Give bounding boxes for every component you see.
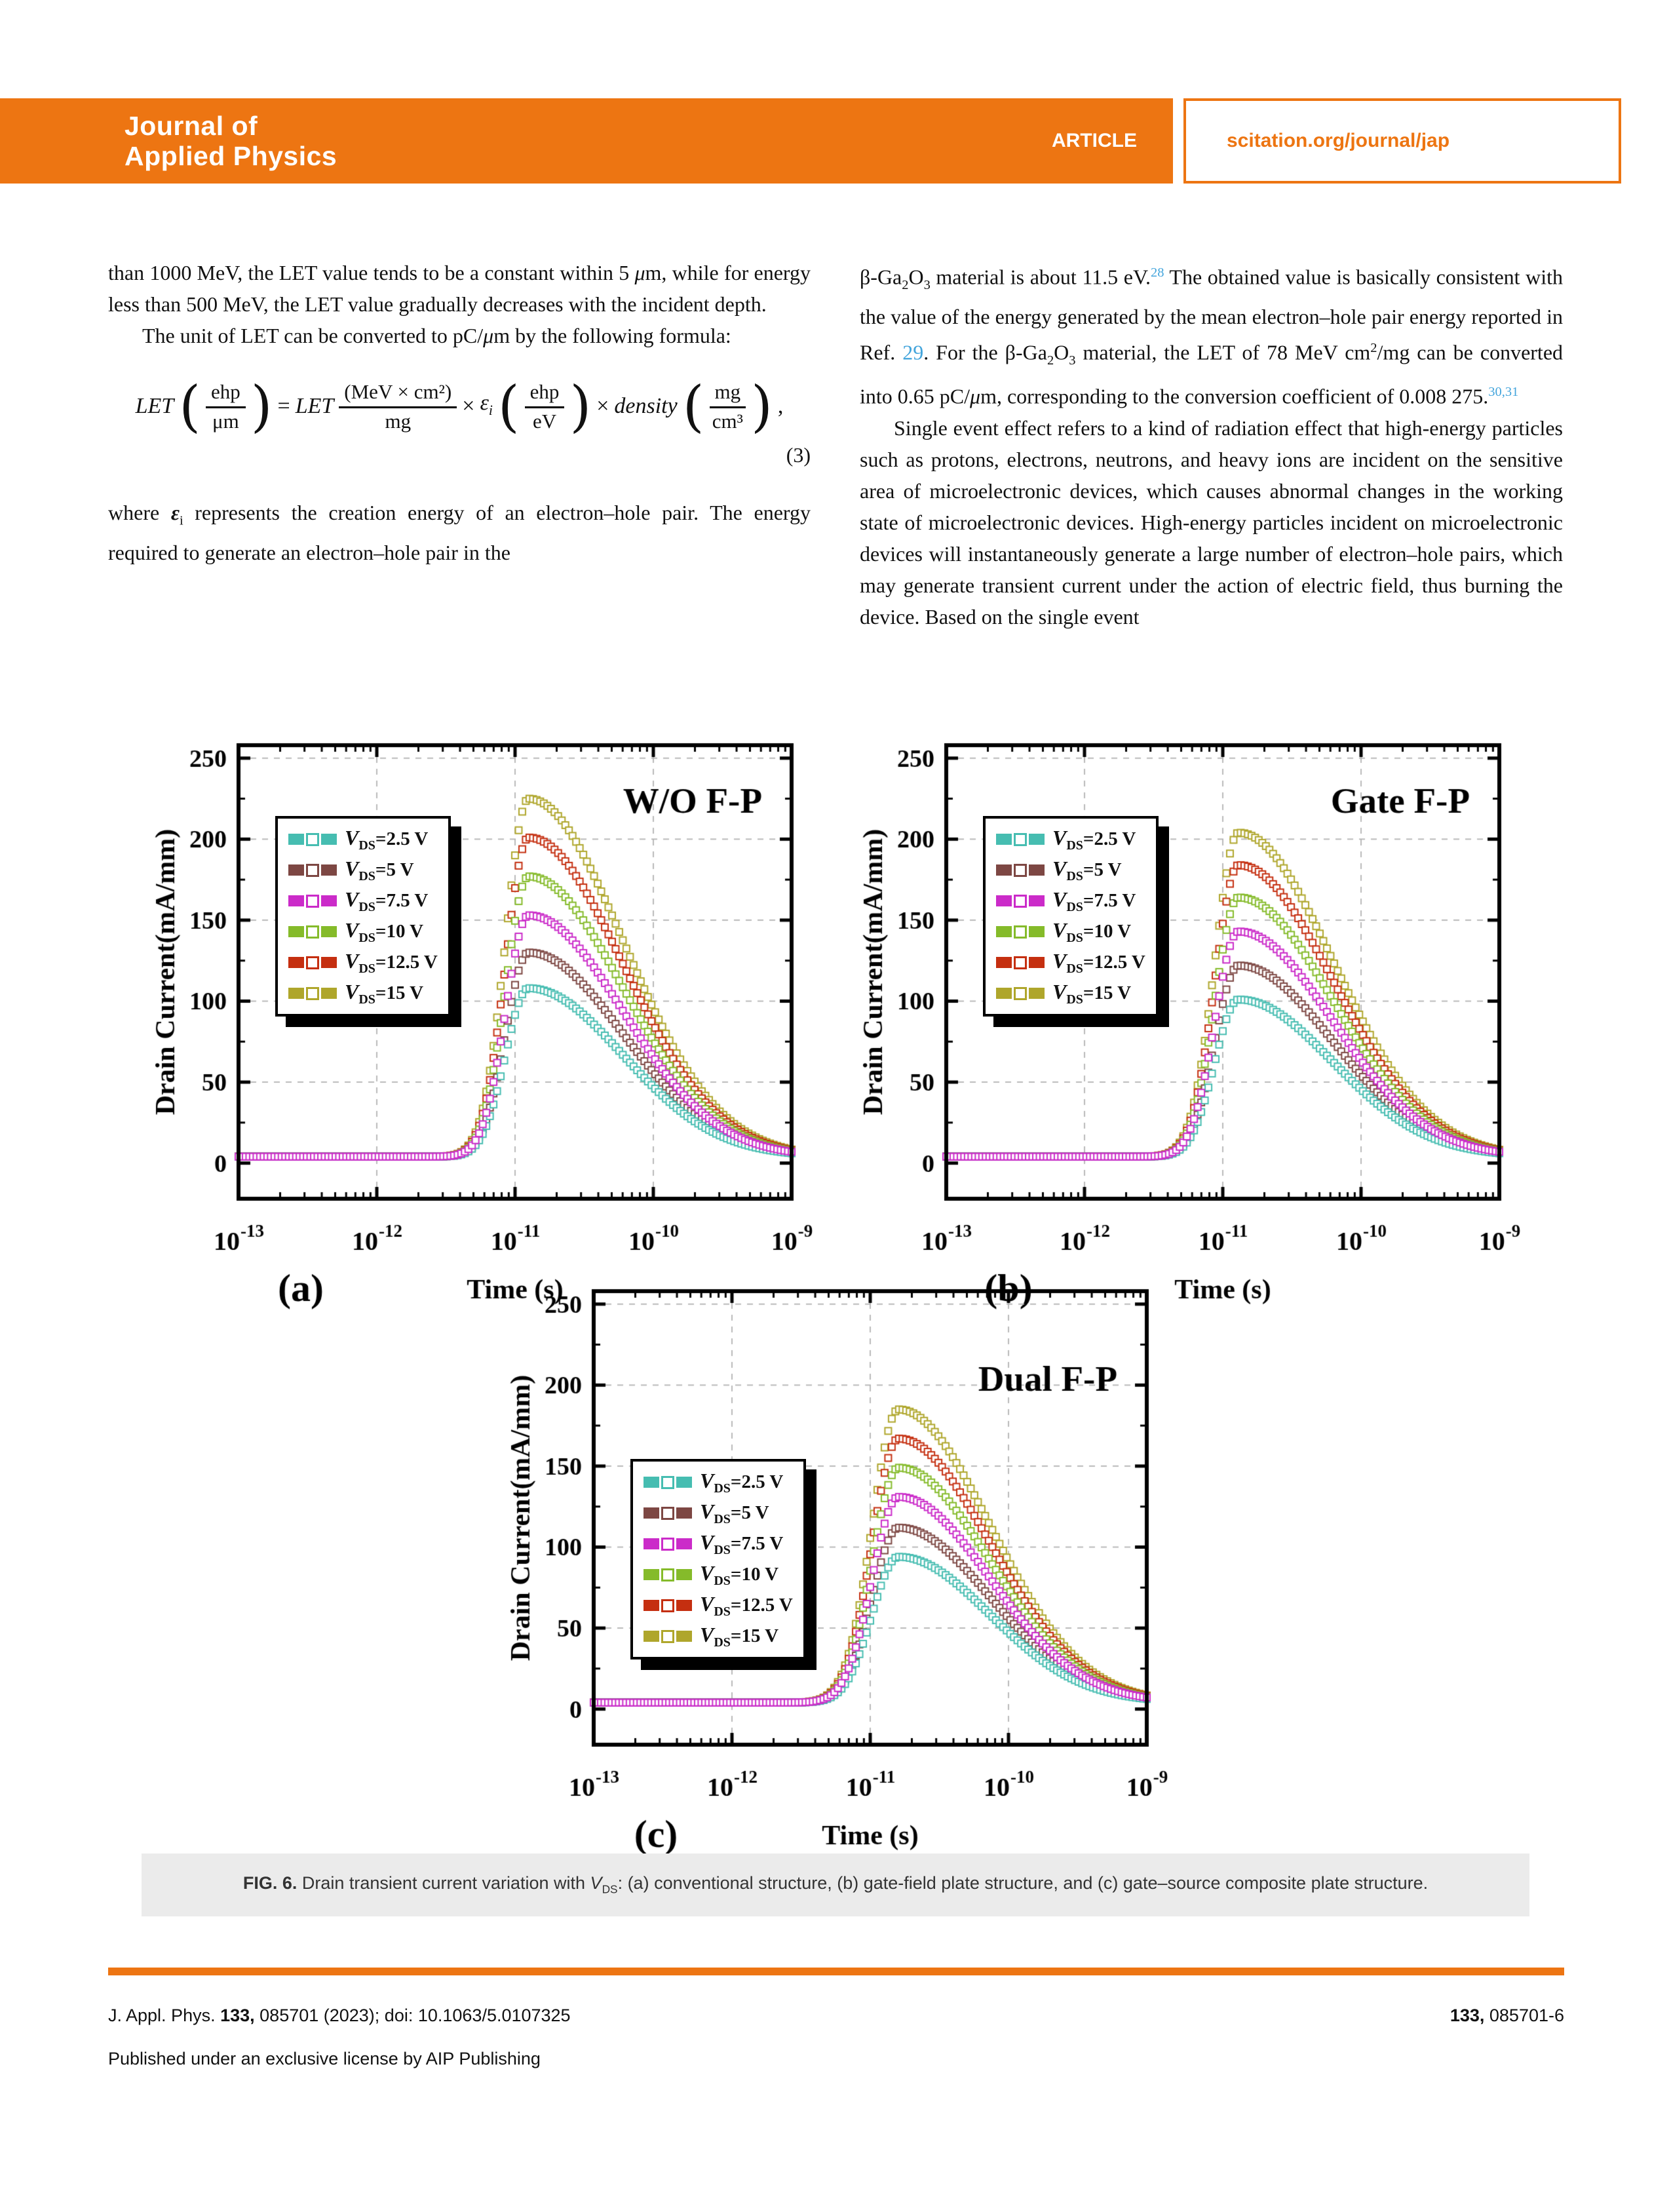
series-marker-icon [996,925,1045,939]
legend-label: $V_{DS}=12.5$ V [700,1591,793,1619]
legend-item [288,885,438,916]
legend-label: $V_{DS}=12.5$ V [345,948,438,976]
paragraph: than 1000 MeV, the LET value tends to be a constant within 5 μm, while for energy less than 500 MeV, the LET value gradually decreases with the incident depth. [108,261,811,316]
legend-item [643,1528,793,1559]
series-marker-icon [643,1538,692,1551]
legend-item [996,824,1145,855]
eq-times: × [462,394,475,419]
legend-label: $V_{DS}=7.5$ V [345,887,429,914]
figure-caption: FIG. 6. Drain transient current variation with $V_{DS}$: (a) conventional structure, (b) gate-field plate structure, and (c) gate–source composite plate structure. [242,1873,1429,1896]
paragraph: Single event effect refers to a kind of radiation effect that high-energy particles such as protons, electrons, neutrons, and heavy ions are incident on the sensitive area of microelectronic devices, which causes abnormal changes in the working state of microelectronic devices. High-energy particles incident on microelectronic devices will instantaneously generate a large number of electron–hole pairs, which may generate transient current under the action of electric field, thus burning the device. Based on the single event [860,416,1563,629]
series-marker-icon [288,895,337,908]
journal-site-box [1183,98,1621,184]
equation-3-block [108,374,811,471]
legend-label: $V_{DS}=15$ V [1052,979,1132,1007]
footer-license: Published under an exclusive license by AIP Publishing [108,2049,541,2068]
series-marker-icon [996,895,1045,908]
legend-label: $V_{DS}=5$ V [1052,856,1122,883]
series-marker-icon [288,833,337,846]
series-marker-icon [643,1568,692,1581]
legend-label: $V_{DS}=5$ V [700,1499,769,1526]
legend-label: $V_{DS}=15$ V [345,979,424,1007]
footer-rule [108,1968,1564,1975]
series-marker-icon [643,1476,692,1489]
legend-item [643,1467,793,1498]
chart-b-drain-current [849,719,1531,1315]
eq-term: LET [295,394,334,419]
paragraph: where $\varepsilon_i$ represents the creation energy of an electron–hole pair. The energy required to generate an electron–hole pair in the [108,501,811,564]
eq-fraction: $\frac{\text{ehp}}{\mu m}$ [206,380,246,433]
figure-caption-box [142,1853,1529,1916]
eq-term: density [614,394,678,419]
chart-a-drain-current [142,719,823,1315]
chart-c-drain-current [497,1265,1178,1861]
footer-citation: J. Appl. Phys. 133, 085701 (2023); doi: 10.1063/5.0107325 [108,2006,571,2025]
footer-page-number: 133, 085701-6 [1450,2006,1564,2025]
legend-item [288,855,438,885]
article-type-badge: ARTICLE [1052,130,1137,151]
legend-label: $V_{DS}=2.5$ V [1052,825,1136,853]
equation-3: LET ( $\frac{\text{ehp}}{\mu m}$ ) = LET $\frac{\text{(MeV × cm²)}}{mg}$ × $\varepsilon_i$ ( $\frac{\text{ehp}}{eV}$ ) × density ( $\frac{mg}{\text{cm³}}$ ) , [135,374,784,439]
legend-item [288,978,438,1009]
citation-ref[interactable]: 30,31 [1488,385,1519,400]
chart-b-legend [983,816,1159,1017]
legend-label: $V_{DS}=10$ V [1052,918,1132,945]
legend-item [996,855,1145,885]
eq-fraction: $\frac{mg}{\text{cm³}}$ [710,380,746,433]
series-marker-icon [643,1599,692,1612]
paragraph: $\beta-Ga_2O_3$ material is about 11.5 eV.$^{28}$ The obtained value is basically consistent with the value of the energy generated by the mean electron–hole pair energy reported in Ref. 29. For the $\beta-Ga_2O_3$ material, the LET of 78 MeV $cm^2/mg$ can be converted into 0.65 pC/μm, corresponding to the conversion coefficient of 0.008 275.$^{30,31}$ [860,265,1564,408]
legend-label: $V_{DS}=12.5$ V [1052,948,1145,976]
series-marker-icon [288,925,337,939]
legend-label: $V_{DS}=7.5$ V [1052,887,1136,914]
journal-header [0,98,1173,184]
legend-item [643,1498,793,1528]
legend-item [996,885,1145,916]
eq-comma: , [777,394,784,419]
chart-a-legend [275,816,451,1017]
journal-name-line1: Journal of [125,111,258,141]
left-column [108,257,811,568]
legend-item [996,947,1145,978]
legend-item [288,824,438,855]
legend-item [288,916,438,947]
citation-ref[interactable]: 29 [902,340,924,364]
chart-canvas-a [142,719,823,1315]
legend-item [996,916,1145,947]
series-marker-icon [643,1630,692,1643]
eq-fraction: $\frac{\text{(MeV × cm²)}}{mg}$ [339,380,457,433]
legend-item [996,978,1145,1009]
legend-label: $V_{DS}=10$ V [345,918,424,945]
eq-epsilon: $\varepsilon_i$ [480,390,493,418]
legend-label: $V_{DS}=10$ V [700,1561,779,1588]
series-marker-icon [996,833,1045,846]
series-marker-icon [288,987,337,1000]
series-marker-icon [996,864,1045,877]
series-marker-icon [643,1507,692,1520]
series-marker-icon [996,987,1045,1000]
eq-equals: = [277,394,290,419]
right-column [860,257,1563,632]
citation-ref[interactable]: 28 [1150,265,1164,280]
legend-label: $V_{DS}=5$ V [345,856,414,883]
chart-canvas-c [497,1265,1178,1861]
legend-label: $V_{DS}=15$ V [700,1622,779,1650]
equation-number: (3) [786,443,811,467]
legend-label: $V_{DS}=2.5$ V [700,1468,784,1496]
series-marker-icon [288,956,337,969]
eq-term: LET [135,394,174,419]
paragraph: The unit of LET can be converted to pC/μm by the following formula: [142,324,731,347]
journal-name [125,111,337,171]
journal-name-line2: Applied Physics [125,141,337,171]
chart-c-legend [630,1459,806,1659]
journal-site-link[interactable]: scitation.org/journal/jap [1227,130,1450,151]
legend-label: $V_{DS}=7.5$ V [700,1530,784,1557]
legend-item [288,947,438,978]
legend-label: $V_{DS}=2.5$ V [345,825,429,853]
chart-canvas-b [849,719,1531,1315]
series-marker-icon [996,956,1045,969]
eq-times: × [596,394,609,419]
series-marker-icon [288,864,337,877]
legend-item [643,1559,793,1590]
eq-fraction: $\frac{\text{ehp}}{eV}$ [525,380,565,433]
legend-item [643,1621,793,1652]
legend-item [643,1590,793,1621]
